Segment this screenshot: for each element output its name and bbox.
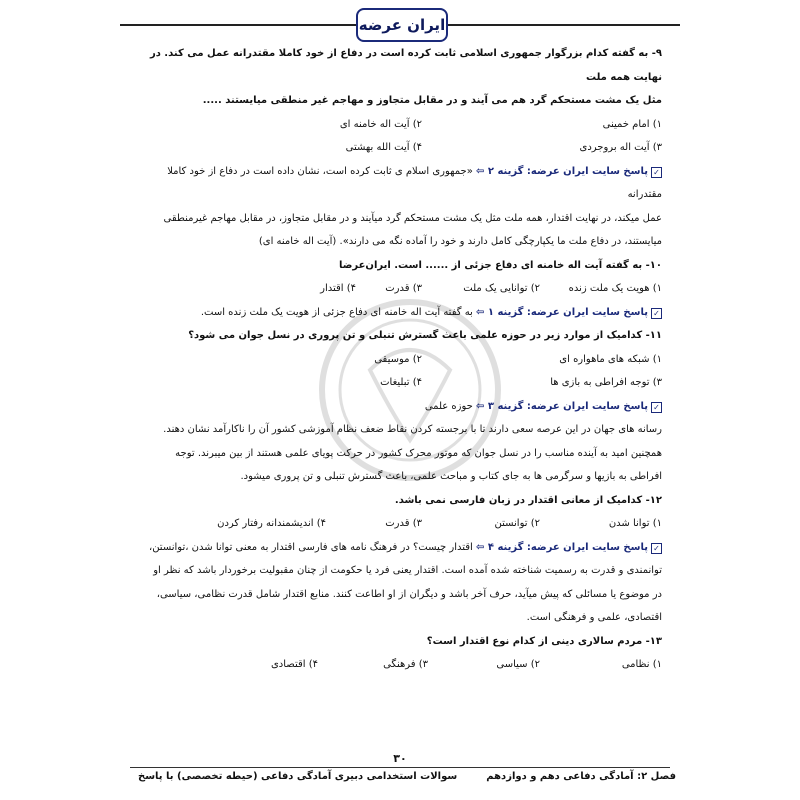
option: ۴) اقتصادی	[270, 659, 318, 670]
option: ۴) اقتدار	[320, 283, 356, 294]
option: ۱) امام خمینی	[602, 118, 662, 130]
option: ۴) تبلیغات	[380, 377, 422, 388]
question-9-line-2: مثل یک مشت مستحکم گرد هم می آیند و در مقابل متجاوز و مهاجم غیر منطقی میایستند .....	[202, 95, 662, 106]
footer-book-title: سوالات استخدامی دبیری آمادگی دفاعی (حیطه تخصصی) با پاسخ	[138, 771, 458, 782]
answer-text: به گفته آیت اله خامنه ای دفاع جزئی از هویت یک ملت زنده است.	[200, 306, 473, 318]
option: ۱) شبکه های ماهواره ای	[559, 353, 662, 365]
answer-9-line-2: عمل میکند، در نهایت اقتدار، همه ملت مثل یک مشت مستحکم گرد میآیند و در مقابل متجاوز، در مقابل مهاجم غیرمنطقی	[163, 212, 662, 224]
question-12: ۱۲- کدامیک از معانی اقتدار در زبان فارسی نمی باشد.	[394, 494, 662, 506]
answer-12-line-3: در موضوع یا مسائلی که پیش میآید، حرف آخر باشد و دیگران از او اطاعت کنند. منابع اقتدار شامل قدرت نظامی، سیاسی،	[156, 588, 662, 600]
footer-chapter-title: فصل ۲: آمادگی دفاعی دهم و دوازدهم	[486, 771, 676, 782]
site-logo	[356, 8, 448, 42]
question-9	[138, 42, 662, 113]
answer-12-line-4: اقتصادی، علمی و فرهنگی است.	[526, 612, 662, 623]
header-rule-left	[120, 24, 360, 26]
option: ۴) اندیشمندانه رفتار کردن	[217, 518, 326, 529]
question-9-options-row-1	[138, 113, 662, 137]
answer-9	[138, 160, 662, 207]
answer-label: پاسخ سایت ایران عرضه: گزینه ۲ ⇦	[476, 165, 648, 177]
answer-text: «جمهوری اسلام ی ثابت کرده است، نشان داده است در دفاع از خود کاملا مقتدرانه	[167, 165, 662, 200]
option: ۳) توجه افراطی به بازی ها	[550, 377, 662, 388]
option: ۱) هویت یک ملت زنده	[568, 283, 662, 294]
option: ۲) آیت اله خامنه ای	[339, 118, 422, 130]
answer-label: پاسخ سایت ایران عرضه: گزینه ۴ ⇦	[476, 541, 648, 553]
checkbox-icon: ✓	[651, 543, 662, 554]
question-11-options-row-1	[138, 348, 662, 372]
answer-text: اقتدار چیست؟ در فرهنگ نامه های فارسی اقتدار به معنی توانا شدن ،توانستن،	[148, 541, 473, 553]
footer-rule	[130, 767, 670, 768]
logo-text: ایران عرضه	[358, 16, 446, 34]
question-10: ۱۰- به گفته آیت اله خامنه ای دفاع جزئی از ...... است. ایران‌عرضا	[338, 259, 662, 271]
page-number: ۳۰	[393, 752, 407, 765]
option: ۳) قدرت	[385, 283, 422, 294]
question-9-line-1: ۹- به گفته کدام بزرگوار جمهوری اسلامی ثابت کرده است در دفاع از خود کاملا مقتدرانه عمل می کند. در نهایت همه ملت	[149, 48, 662, 83]
answer-10	[138, 301, 662, 325]
option: ۳) آیت اله بروجردی	[579, 142, 662, 153]
answer-11-para-2: همچنین امید به آینده مناسب را در نسل جوان که موتور محرک کشور در حرکت پویای علمی هستند از بین میبرند. توجه	[175, 447, 662, 459]
option: ۴) آیت الله بهشتی	[345, 142, 422, 153]
question-10-options	[138, 277, 662, 301]
question-12-options	[138, 512, 662, 536]
checkbox-icon: ✓	[651, 167, 662, 178]
question-13-options	[138, 653, 662, 677]
answer-label: پاسخ سایت ایران عرضه: گزینه ۱ ⇦	[476, 306, 648, 318]
checkbox-icon: ✓	[651, 308, 662, 319]
answer-text: حوزه علمی	[424, 400, 473, 412]
option: ۳) فرهنگی	[383, 659, 428, 670]
option: ۲) توانایی یک ملت	[463, 283, 540, 294]
option: ۱) نظامی	[621, 659, 662, 670]
answer-12-line-2: توانمندی و قدرت به رسمیت شناخته شده آمده است. اقتدار یعنی فرد یا حکومت از چنان مقبولیت برخوردار باشد که نظر او	[153, 565, 662, 576]
option: ۲) موسیقی	[374, 353, 422, 365]
question-11-options-row-2	[138, 371, 662, 395]
answer-label: پاسخ سایت ایران عرضه: گزینه ۳ ⇦	[476, 400, 648, 412]
question-9-options-row-2	[138, 136, 662, 160]
answer-12	[138, 536, 662, 560]
answer-11	[138, 395, 662, 419]
option: ۱) توانا شدن	[608, 518, 662, 529]
option: ۳) قدرت	[385, 518, 422, 529]
answer-11-para-3: افراطی به بازیها و سرگرمی ها به جای کتاب و مباحث علمی، باعث گسترش تنبلی و تن پروری میشود.	[240, 471, 662, 482]
questions-content	[138, 42, 662, 677]
option: ۲) سیاسی	[496, 659, 540, 670]
question-13: ۱۳- مردم سالاری دینی از کدام نوع اقتدار است؟	[426, 635, 662, 647]
answer-11-para-1: رسانه های جهان در این عرصه سعی دارند تا با برجسته کردن نقاط ضعف نظام آموزشی کشور آن را ناکارآمد نشان دهند.	[163, 424, 662, 435]
question-11: ۱۱- کدامیک از موارد زیر در حوزه علمی باعث گسترش تنبلی و تن پروری در نسل جوان می شود؟	[188, 330, 662, 341]
header-rule-right	[440, 24, 680, 26]
answer-9-line-3: میایستند، در دفاع ملت ما یکپارچگی کامل دارند و خود را آماده نگه می دارند». (آیت اله خامنه ای)	[258, 236, 662, 247]
option: ۲) توانستن	[494, 518, 540, 529]
checkbox-icon: ✓	[651, 402, 662, 413]
